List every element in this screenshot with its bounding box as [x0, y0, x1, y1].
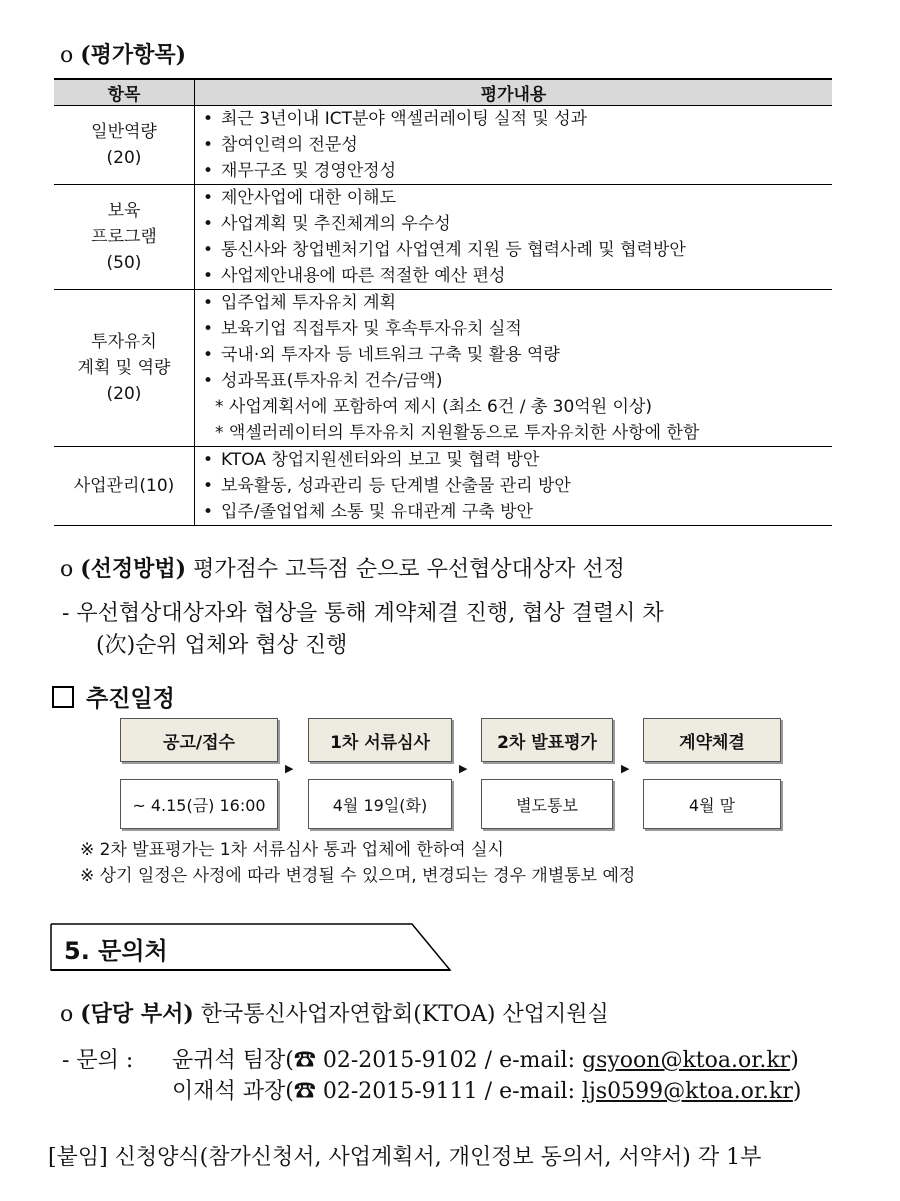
- dept-bullet: o: [60, 1002, 74, 1027]
- header-category: 항목: [54, 79, 195, 106]
- note-item: * 액셀러레이터의 투자유치 지원활동으로 투자유치한 사항에 한함: [215, 423, 700, 443]
- checkbox-square-icon: [52, 686, 74, 708]
- list-item: • 사업계획 및 추진체계의 우수성: [203, 211, 832, 237]
- schedule-title-text: 추진일정: [86, 685, 175, 712]
- category-line: 보육: [107, 201, 141, 221]
- selection-detail-line2: (次)순위 업체와 협상 진행: [96, 633, 348, 658]
- contact-dept: [60, 997, 609, 1028]
- evaluation-title: [60, 38, 186, 69]
- person-phone: ☎ 02-2015-9111 / e-mail:: [293, 1079, 575, 1104]
- email-link[interactable]: ljs0599@ktoa.or.kr: [582, 1079, 793, 1104]
- table-row: [54, 185, 832, 290]
- arrow-right-icon: ▶: [285, 762, 294, 775]
- schedule-title: [52, 680, 175, 713]
- schedule-step: 공고/접수: [120, 718, 278, 762]
- person-name: 이재석 과장(: [172, 1079, 294, 1104]
- category-line: 사업관리(10): [73, 476, 175, 496]
- list-item: • 재무구조 및 경영안정성: [203, 158, 832, 184]
- schedule-step: 1차 서류심사: [308, 718, 452, 762]
- schedule-date: 4월 말: [643, 779, 781, 829]
- contact-heading: [50, 923, 450, 971]
- category-line: 계획 및 역량: [77, 358, 171, 378]
- contact-heading-text: 5. 문의처: [64, 937, 168, 965]
- dept-text: 한국통신사업자연합회(KTOA) 산업지원실: [200, 1002, 609, 1027]
- inquiry-label: - 문의 :: [62, 1048, 134, 1073]
- selection-bullet: o: [60, 557, 74, 582]
- category-line: (20): [106, 148, 142, 168]
- list-item: • 입주/졸업업체 소통 및 유대관계 구축 방안: [203, 499, 832, 525]
- category-cell: [54, 290, 195, 447]
- list-item: • 입주업체 투자유치 계획: [203, 290, 832, 316]
- list-item: • 제안사업에 대한 이해도: [203, 185, 832, 211]
- evaluation-title-bold: (평가항목): [80, 42, 187, 68]
- category-cell: [54, 447, 195, 526]
- table-row: [54, 290, 832, 447]
- arrow-right-icon: ▶: [459, 762, 468, 775]
- selection-bold: (선정방법): [80, 556, 187, 582]
- attachment-note: [붙임] 신청양식(참가신청서, 사업계획서, 개인정보 동의서, 서약서) 각 1부: [48, 1145, 762, 1170]
- list-item: • 국내·외 투자자 등 네트워크 구축 및 활용 역량: [203, 342, 832, 368]
- evaluation-table: [54, 78, 832, 526]
- evaluation-bullet: o: [60, 43, 74, 68]
- category-line: (50): [106, 253, 142, 273]
- list-item: • 사업제안내용에 따른 적절한 예산 편성: [203, 263, 832, 289]
- schedule-step: 2차 발표평가: [481, 718, 613, 762]
- table-row: [54, 447, 832, 526]
- category-line: 프로그램: [91, 227, 157, 247]
- schedule-date: ~ 4.15(금) 16:00: [120, 779, 278, 829]
- person-name: 윤귀석 팀장(: [172, 1048, 294, 1073]
- selection-detail-line1: - 우선협상대상자와 협상을 통해 계약체결 진행, 협상 결렬시 차: [62, 601, 664, 626]
- list-item: • 최근 3년이내 ICT분야 액셀러레이팅 실적 및 성과: [203, 106, 832, 132]
- person-close: ): [790, 1048, 799, 1073]
- category-line: (20): [106, 384, 142, 404]
- email-link[interactable]: gsyoon@ktoa.or.kr: [582, 1048, 791, 1073]
- content-cell: [195, 185, 833, 290]
- contact-person: [172, 1043, 799, 1074]
- header-content: 평가내용: [195, 79, 833, 106]
- selection-method: [60, 552, 625, 583]
- list-item: • 참여인력의 전문성: [203, 132, 832, 158]
- category-cell: [54, 106, 195, 185]
- list-item: • 보육활동, 성과관리 등 단계별 산출물 관리 방안: [203, 473, 832, 499]
- table-header-row: [54, 79, 832, 106]
- category-line: 일반역량: [91, 122, 157, 142]
- dept-bold: (담당 부서): [80, 1001, 194, 1027]
- category-line: 투자유치: [91, 332, 157, 352]
- list-item: • 성과목표(투자유치 건수/금액): [203, 368, 832, 394]
- schedule-step: 계약체결: [643, 718, 781, 762]
- schedule-note: ※ 상기 일정은 사정에 따라 변경될 수 있으며, 변경되는 경우 개별통보 예정: [80, 866, 636, 886]
- schedule-note: ※ 2차 발표평가는 1차 서류심사 통과 업체에 한하여 실시: [80, 840, 504, 860]
- person-close: ): [792, 1079, 802, 1104]
- table-row: [54, 106, 832, 185]
- content-cell: [195, 106, 833, 185]
- selection-text: 평가점수 고득점 순으로 우선협상대상자 선정: [193, 557, 625, 582]
- schedule-date: 별도통보: [481, 779, 613, 829]
- arrow-right-icon: ▶: [621, 762, 630, 775]
- category-cell: [54, 185, 195, 290]
- content-cell: [195, 447, 833, 526]
- content-cell: [195, 290, 833, 447]
- schedule-date: 4월 19일(화): [308, 779, 452, 829]
- list-item: • 보육기업 직접투자 및 후속투자유치 실적: [203, 316, 832, 342]
- list-item: • KTOA 창업지원센터와의 보고 및 협력 방안: [203, 447, 832, 473]
- contact-person: [172, 1074, 801, 1105]
- note-item: * 사업계획서에 포함하여 제시 (최소 6건 / 총 30억원 이상): [215, 397, 653, 417]
- list-item: • 통신사와 창업벤처기업 사업연계 지원 등 협력사례 및 협력방안: [203, 237, 832, 263]
- person-phone: ☎ 02-2015-9102 / e-mail:: [293, 1048, 575, 1073]
